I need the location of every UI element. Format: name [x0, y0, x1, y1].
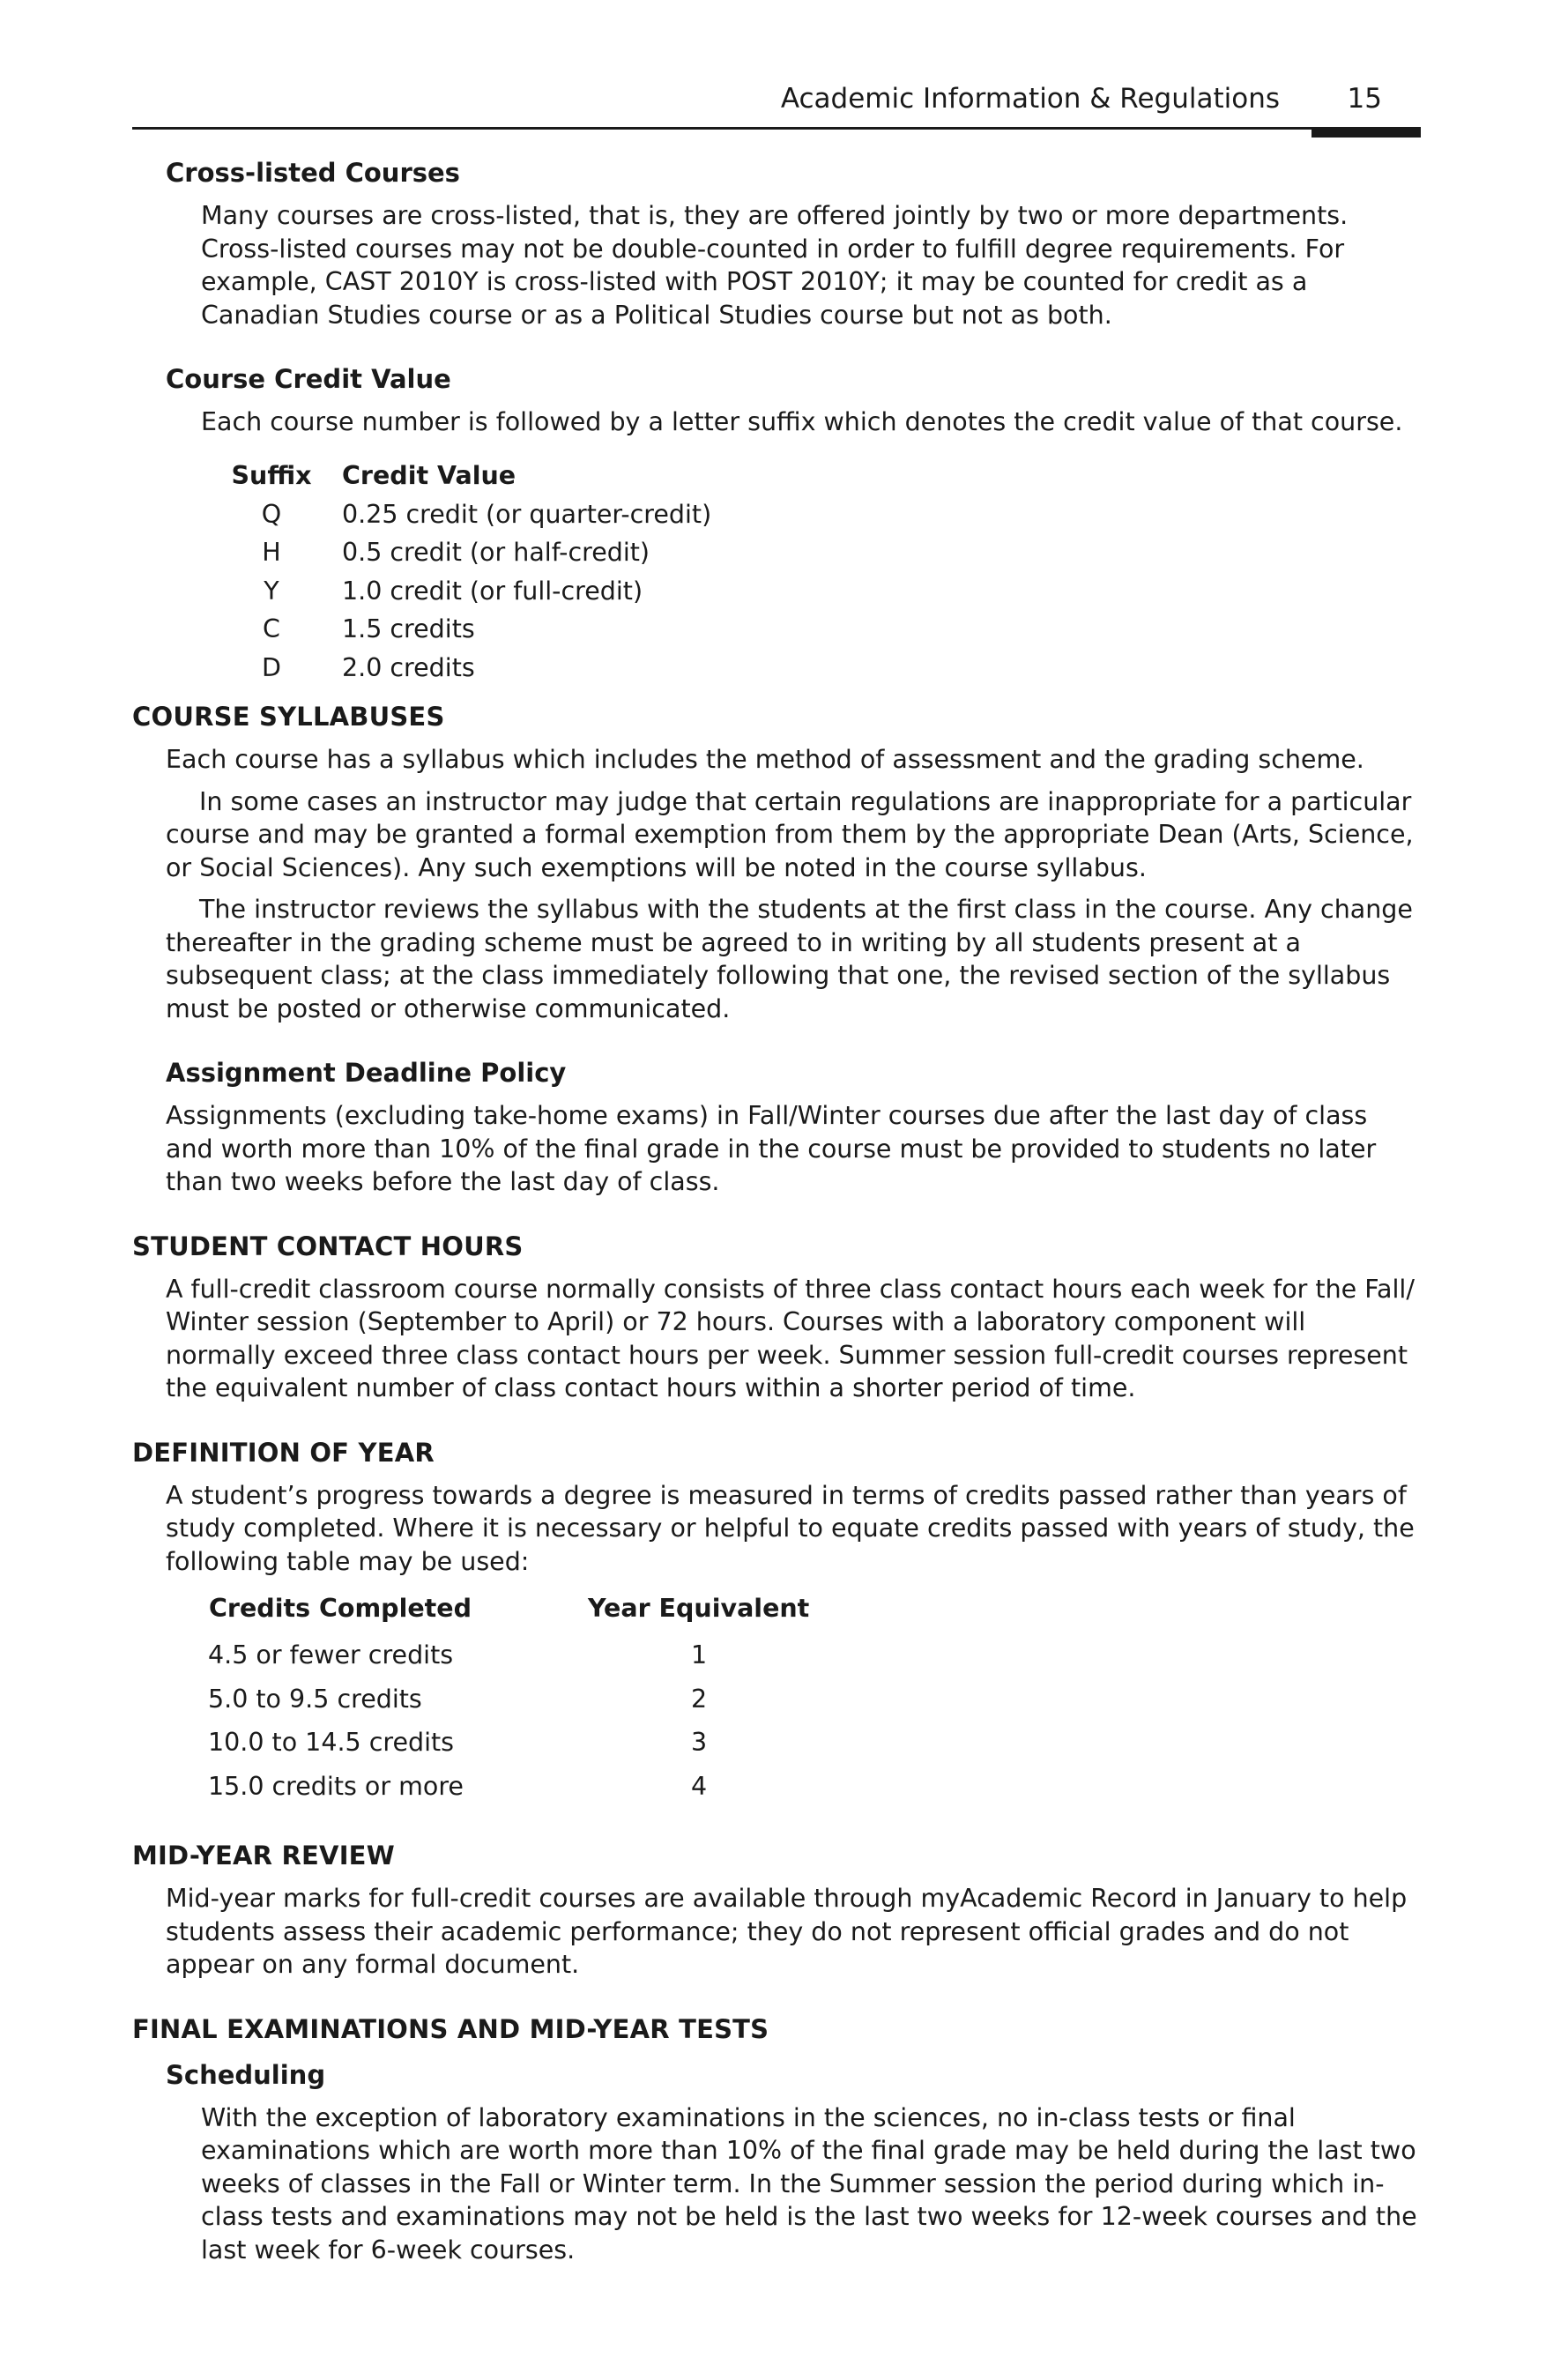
syllabuses-paragraph-2: In some cases an instructor may judge that certain regulations are inappropriate for a particular course and may be granted a formal exemption from them by the appropriate Dean (Arts, Science, or Social Sciences). Any such exemptions will be noted in the course syllabus. [166, 786, 1414, 882]
scheduling-heading: Scheduling [166, 2059, 326, 2090]
credit-column-header: Credit Value [342, 460, 516, 490]
year-equivalent-header: Year Equivalent [588, 1594, 810, 1623]
suffix-table-header [201, 458, 711, 495]
credits-completed-header: Credits Completed [209, 1594, 472, 1623]
table-row [208, 1721, 810, 1765]
credits-cell: 5.0 to 9.5 credits [208, 1684, 422, 1714]
table-row [201, 649, 711, 688]
final-exams-heading: FINAL EXAMINATIONS AND MID-YEAR TESTS [132, 2013, 769, 2044]
running-header [132, 78, 1421, 130]
header-title: Academic Information & Regulations [780, 83, 1280, 115]
cross-listed-heading: Cross-listed Courses [166, 158, 460, 188]
credits-cell: 10.0 to 14.5 credits [208, 1728, 455, 1757]
deadline-policy-body: Assignments (excluding take-home exams) in Fall/Winter courses due after the last day of class and worth more than 10% of the final grade in the course must be provided to students no later than two weeks before the last day of class. [166, 1101, 1377, 1196]
year-cell: 4 [691, 1771, 708, 1801]
page-content [132, 155, 1421, 2275]
suffix-cell: C [263, 614, 280, 643]
mid-year-review-body: Mid-year marks for full-credit courses are available through myAcademic Record in January to help students assess their academic performance; they do not represent official grades and do not appear on any formal document. [166, 1884, 1408, 1979]
table-row [201, 495, 711, 534]
year-cell: 3 [691, 1728, 708, 1757]
credit-value-heading: Course Credit Value [166, 364, 451, 394]
header-tab-bar [1312, 127, 1421, 138]
year-equivalent-table [208, 1588, 810, 1808]
year-table-header [208, 1588, 810, 1633]
credit-cell: 0.25 credit (or quarter-credit) [342, 499, 712, 529]
year-cell: 2 [691, 1684, 708, 1714]
suffix-table [201, 458, 711, 688]
credit-value-body: Each course number is followed by a letter suffix which denotes the credit value of that course. [201, 407, 1403, 436]
table-row [201, 533, 711, 572]
syllabuses-paragraph-3: The instructor reviews the syllabus with the students at the first class in the course. Any change thereafter in the grading scheme must be agreed to in writing by all students present at a subsequent class; at the class immediately following that one, the revised section of the syllabus must be posted or otherwise communicated. [166, 895, 1413, 1023]
year-cell: 1 [691, 1640, 708, 1670]
credit-cell: 2.0 credits [342, 652, 475, 682]
scheduling-body: With the exception of laboratory examinations in the sciences, no in-class tests or final examinations which are worth more than 10% of the final grade may be held during the last two weeks of classes in the Fall or Winter term. In the Summer session the period during which in-class tests and examinations may not be held is the last two weeks for 12-week courses and the last week for 6-week courses. [201, 2102, 1417, 2265]
credit-cell: 0.5 credit (or half-credit) [342, 538, 650, 567]
suffix-cell: D [262, 652, 281, 682]
credits-cell: 15.0 credits or more [208, 1771, 464, 1801]
cross-listed-body: Many courses are cross-listed, that is, they are offered jointly by two or more departments. Cross-listed courses may not be double-counted in order to fulfill degree requirements. For example, CAST 2010Y is cross-listed with POST 2010Y; it may be counted for credit as a Canadian Studies course or as a Political Studies course but not as both. [201, 201, 1349, 330]
definition-year-heading: DEFINITION OF YEAR [132, 1437, 435, 1468]
suffix-column-header: Suffix [231, 460, 312, 490]
suffix-cell: Q [261, 499, 282, 529]
table-row [208, 1765, 810, 1809]
credit-cell: 1.0 credit (or full-credit) [342, 576, 643, 606]
table-row [201, 610, 711, 649]
mid-year-review-heading: MID-YEAR REVIEW [132, 1841, 395, 1871]
contact-hours-heading: STUDENT CONTACT HOURS [132, 1231, 524, 1261]
definition-year-body: A student’s progress towards a degree is measured in terms of credits passed rather than years of study completed. Where it is necessary or helpful to equate credits passed with years of study, the following table may be used: [166, 1480, 1415, 1576]
contact-hours-body: A full-credit classroom course normally consists of three class contact hours each week for the Fall/ Winter session (September to April) or 72 hours. Courses with a laboratory component will normally exceed three class contact hours per week. Summer session full-credit courses represent the equivalent number of class contact hours within a shorter period of time. [166, 1274, 1415, 1402]
deadline-policy-heading: Assignment Deadline Policy [166, 1058, 567, 1088]
credit-cell: 1.5 credits [342, 614, 475, 643]
syllabuses-paragraph-1: Each course has a syllabus which includes the method of assessment and the grading scheme. [166, 745, 1364, 774]
suffix-cell: H [262, 538, 281, 567]
page-number: 15 [1347, 83, 1382, 115]
table-row [201, 572, 711, 611]
table-row [208, 1633, 810, 1677]
suffix-cell: Y [264, 576, 279, 606]
credits-cell: 4.5 or fewer credits [208, 1640, 454, 1670]
table-row [208, 1677, 810, 1722]
syllabuses-heading: COURSE SYLLABUSES [132, 702, 445, 732]
